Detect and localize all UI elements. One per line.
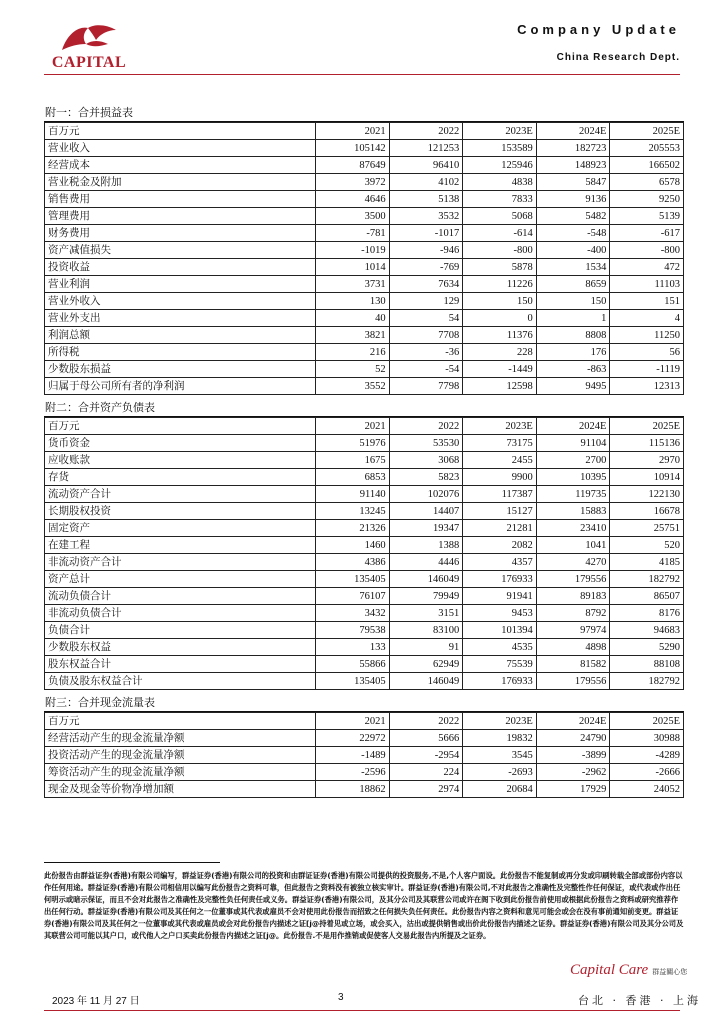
table-cell: 7798 (389, 378, 463, 395)
table-cell: 3500 (316, 208, 390, 225)
page-number: 3 (338, 992, 344, 1003)
table-row (45, 486, 684, 503)
table-cell: 9900 (463, 469, 537, 486)
table-row (45, 378, 684, 395)
table-cell: 1460 (316, 537, 390, 554)
table-cell: 125946 (463, 157, 537, 174)
report-type: Company Update (517, 22, 680, 37)
row-label: 管理费用 (45, 208, 316, 225)
table-cell: 4535 (463, 639, 537, 656)
column-header: 2024E (536, 713, 610, 730)
row-label: 归属于母公司所有者的净利润 (45, 378, 316, 395)
table-row (45, 764, 684, 781)
table-row (45, 520, 684, 537)
column-header: 百万元 (45, 418, 316, 435)
table-cell: 53530 (389, 435, 463, 452)
row-label: 少数股东损益 (45, 361, 316, 378)
table-cell: 1534 (536, 259, 610, 276)
column-header: 百万元 (45, 713, 316, 730)
table-row (45, 622, 684, 639)
table-row (45, 537, 684, 554)
table-cell: 3552 (316, 378, 390, 395)
column-header: 2021 (316, 713, 390, 730)
table-cell: 7708 (389, 327, 463, 344)
section-title: 附一：合并损益表 (44, 106, 684, 122)
table-cell: 176933 (463, 673, 537, 690)
table-cell: 15883 (536, 503, 610, 520)
table-header-row (45, 123, 684, 140)
table-row (45, 639, 684, 656)
table-cell: 5847 (536, 174, 610, 191)
table-cell: -36 (389, 344, 463, 361)
table-cell: 105142 (316, 140, 390, 157)
table-cell: 150 (463, 293, 537, 310)
report-date: 2023 年 11 月 27 日 (52, 996, 140, 1007)
table-row (45, 747, 684, 764)
table-row (45, 605, 684, 622)
table-cell: -2954 (389, 747, 463, 764)
column-header: 2025E (610, 418, 684, 435)
table-cell: 176 (536, 344, 610, 361)
table-cell: 89183 (536, 588, 610, 605)
data-table (44, 712, 684, 798)
table-cell: 102076 (389, 486, 463, 503)
row-label: 存货 (45, 469, 316, 486)
table-row (45, 174, 684, 191)
table-row (45, 327, 684, 344)
table-row (45, 225, 684, 242)
table-cell: 135405 (316, 571, 390, 588)
table-row (45, 656, 684, 673)
table-cell: 121253 (389, 140, 463, 157)
table-cell: 133 (316, 639, 390, 656)
table-cell: -2666 (610, 764, 684, 781)
table-cell: 76107 (316, 588, 390, 605)
table-cell: 8808 (536, 327, 610, 344)
table-row (45, 588, 684, 605)
logo-text: CAPITAL (51, 54, 127, 71)
table-cell: 5666 (389, 730, 463, 747)
table-cell: 150 (536, 293, 610, 310)
column-header: 2021 (316, 418, 390, 435)
table-cell: 520 (610, 537, 684, 554)
table-cell: 2082 (463, 537, 537, 554)
table-cell: 4 (610, 310, 684, 327)
table-cell: -800 (610, 242, 684, 259)
table-cell: 117387 (463, 486, 537, 503)
table-cell: 153589 (463, 140, 537, 157)
table-cell: 4898 (536, 639, 610, 656)
column-header: 2022 (389, 418, 463, 435)
row-label: 资产减值损失 (45, 242, 316, 259)
table-cell: -4289 (610, 747, 684, 764)
table-cell: 86507 (610, 588, 684, 605)
row-label: 少数股东权益 (45, 639, 316, 656)
table-row (45, 361, 684, 378)
table-cell: 4838 (463, 174, 537, 191)
table-cell: 3432 (316, 605, 390, 622)
table-cell: -548 (536, 225, 610, 242)
table-cell: 9453 (463, 605, 537, 622)
row-label: 投资活动产生的现金流量净额 (45, 747, 316, 764)
table-cell: 17929 (536, 781, 610, 798)
table-cell: 1 (536, 310, 610, 327)
table-cell: 11226 (463, 276, 537, 293)
table-cell: 24790 (536, 730, 610, 747)
column-header: 2025E (610, 123, 684, 140)
table-cell: 21326 (316, 520, 390, 537)
table-row (45, 781, 684, 798)
brand-slogan: 群益關心您 (652, 968, 688, 976)
table-cell: 4446 (389, 554, 463, 571)
row-label: 投资收益 (45, 259, 316, 276)
table-cell: 94683 (610, 622, 684, 639)
table-cell: 8659 (536, 276, 610, 293)
column-header: 2022 (389, 713, 463, 730)
row-label: 营业收入 (45, 140, 316, 157)
row-label: 经营活动产生的现金流量净额 (45, 730, 316, 747)
table-cell: 5068 (463, 208, 537, 225)
row-label: 营业外支出 (45, 310, 316, 327)
company-logo (44, 22, 134, 72)
table-cell: -1119 (610, 361, 684, 378)
row-label: 负债合计 (45, 622, 316, 639)
row-label: 经营成本 (45, 157, 316, 174)
table-cell: -863 (536, 361, 610, 378)
row-label: 流动资产合计 (45, 486, 316, 503)
table-cell: 4386 (316, 554, 390, 571)
table-cell: 2700 (536, 452, 610, 469)
table-cell: 3532 (389, 208, 463, 225)
footer-divider (44, 1010, 680, 1011)
table-cell: 10914 (610, 469, 684, 486)
table-row (45, 469, 684, 486)
table-cell: 91104 (536, 435, 610, 452)
table-cell: 7833 (463, 191, 537, 208)
row-label: 长期股权投资 (45, 503, 316, 520)
table-cell: 5139 (610, 208, 684, 225)
table-row (45, 503, 684, 520)
table-cell: -1449 (463, 361, 537, 378)
table-cell: 101394 (463, 622, 537, 639)
table-cell: -1489 (316, 747, 390, 764)
table-cell: 18862 (316, 781, 390, 798)
data-table (44, 122, 684, 395)
row-label: 营业外收入 (45, 293, 316, 310)
table-cell: -2693 (463, 764, 537, 781)
table-cell: 1014 (316, 259, 390, 276)
financial-tables (44, 106, 684, 798)
row-label: 营业税金及附加 (45, 174, 316, 191)
table-cell: 20684 (463, 781, 537, 798)
column-header: 百万元 (45, 123, 316, 140)
table-cell: 179556 (536, 571, 610, 588)
table-cell: 56 (610, 344, 684, 361)
table-cell: 3821 (316, 327, 390, 344)
table-row (45, 259, 684, 276)
table-cell: -617 (610, 225, 684, 242)
row-label: 销售费用 (45, 191, 316, 208)
table-cell: 6853 (316, 469, 390, 486)
row-label: 货币资金 (45, 435, 316, 452)
row-label: 财务费用 (45, 225, 316, 242)
table-cell: 52 (316, 361, 390, 378)
table-cell: 135405 (316, 673, 390, 690)
table-cell: 1388 (389, 537, 463, 554)
table-cell: 130 (316, 293, 390, 310)
row-label: 在建工程 (45, 537, 316, 554)
row-label: 流动负债合计 (45, 588, 316, 605)
bird-logo-icon (54, 22, 124, 54)
table-cell: 19832 (463, 730, 537, 747)
table-cell: 166502 (610, 157, 684, 174)
table-cell: -2962 (536, 764, 610, 781)
table-cell: 81582 (536, 656, 610, 673)
table-cell: 55866 (316, 656, 390, 673)
column-header: 2025E (610, 713, 684, 730)
table-cell: 3068 (389, 452, 463, 469)
row-label: 所得税 (45, 344, 316, 361)
table-cell: 179556 (536, 673, 610, 690)
table-row (45, 435, 684, 452)
table-cell: 13245 (316, 503, 390, 520)
table-cell: 2970 (610, 452, 684, 469)
row-label: 利润总额 (45, 327, 316, 344)
table-cell: 6578 (610, 174, 684, 191)
table-cell: 11376 (463, 327, 537, 344)
row-label: 股东权益合计 (45, 656, 316, 673)
table-cell: 5290 (610, 639, 684, 656)
table-cell: 83100 (389, 622, 463, 639)
data-table (44, 417, 684, 690)
table-cell: 73175 (463, 435, 537, 452)
table-cell: 11250 (610, 327, 684, 344)
table-cell: 23410 (536, 520, 610, 537)
table-row (45, 140, 684, 157)
row-label: 现金及现金等价物净增加额 (45, 781, 316, 798)
table-cell: -1017 (389, 225, 463, 242)
table-cell: 16678 (610, 503, 684, 520)
table-cell: 4185 (610, 554, 684, 571)
table-cell: -769 (389, 259, 463, 276)
table-cell: 12313 (610, 378, 684, 395)
table-cell: 3545 (463, 747, 537, 764)
disclaimer-text: 此份报告由群益证券(香港)有限公司编写，群益证券(香港)有限公司的投资和由群证证券(香港)有限公司提供的投资服务,不是,个人客户面设。此份报告不能复制或再分发或印刷转载全部或部份内容以作任何用途。群益证券(香港)有限公司相信用以编写此份报告之资料可靠，但此报告之资料没有被独立核实审计。群益证券(香港)有限公司,不对此报告之准确性及完整性作任何保证，或代表或作出任何明示或暗示保证，而且不会对此报告之准确性及完整性负任何责任或义务。群益证券(香港)有限公司，及其分公司及其联营公司或许在阁下收到此份报告前使用或根据此份报告之资料或研究推荐作出任何行动。群益证券(香港)有限公司及其任何之一位董事或其代表或雇员不会对使用此份报告而招致之任何损失负任何责任。此份报告内容之资料和意见可能会或会在没有事前通知前变更。群益证券(香港)有限公司及其任何之一位董事或其代表或雇员或会对此份报告内描述之证[j@持着见或立场，或会买入，沽出或提供销售或出价此份报告内描述之证券。群益证券(香港)有限公司及其分公司及其联营公司可能以其户口，或代他人之户口买卖此份报告内描述之证[j@。此份报告.不是用作推销或促使客人交易此报告内所提及之证券。 (44, 871, 684, 940)
table-cell: -2596 (316, 764, 390, 781)
table-cell: 30988 (610, 730, 684, 747)
table-header-row (45, 418, 684, 435)
table-cell: 119735 (536, 486, 610, 503)
table-row (45, 191, 684, 208)
table-cell: -800 (463, 242, 537, 259)
table-cell: 15127 (463, 503, 537, 520)
table-header-row (45, 713, 684, 730)
table-cell: 1675 (316, 452, 390, 469)
row-label: 非流动负债合计 (45, 605, 316, 622)
table-row (45, 730, 684, 747)
table-cell: 176933 (463, 571, 537, 588)
column-header: 2023E (463, 418, 537, 435)
table-cell: 3151 (389, 605, 463, 622)
row-label: 负债及股东权益合计 (45, 673, 316, 690)
table-row (45, 293, 684, 310)
table-cell: 216 (316, 344, 390, 361)
table-row (45, 276, 684, 293)
section-title: 附三：合并现金流量表 (44, 696, 684, 712)
table-cell: -400 (536, 242, 610, 259)
table-cell: 91 (389, 639, 463, 656)
table-row (45, 344, 684, 361)
table-row (45, 208, 684, 225)
table-cell: 3972 (316, 174, 390, 191)
table-cell: 11103 (610, 276, 684, 293)
table-cell: 4357 (463, 554, 537, 571)
table-cell: 75539 (463, 656, 537, 673)
row-label: 筹资活动产生的现金流量净额 (45, 764, 316, 781)
table-cell: 8176 (610, 605, 684, 622)
table-row (45, 242, 684, 259)
table-cell: 5138 (389, 191, 463, 208)
table-cell: 8792 (536, 605, 610, 622)
column-header: 2021 (316, 123, 390, 140)
column-header: 2022 (389, 123, 463, 140)
table-cell: 7634 (389, 276, 463, 293)
table-cell: 3731 (316, 276, 390, 293)
table-cell: 79538 (316, 622, 390, 639)
table-cell: -946 (389, 242, 463, 259)
table-row (45, 452, 684, 469)
table-cell: 88108 (610, 656, 684, 673)
table-cell: 79949 (389, 588, 463, 605)
table-cell: 148923 (536, 157, 610, 174)
table-cell: 182723 (536, 140, 610, 157)
table-cell: 96410 (389, 157, 463, 174)
table-cell: 87649 (316, 157, 390, 174)
row-label: 应收账款 (45, 452, 316, 469)
column-header: 2024E (536, 418, 610, 435)
table-cell: 62949 (389, 656, 463, 673)
table-cell: 9250 (610, 191, 684, 208)
footnote-divider (44, 862, 220, 863)
table-cell: 22972 (316, 730, 390, 747)
column-header: 2023E (463, 123, 537, 140)
table-cell: 146049 (389, 673, 463, 690)
table-row (45, 157, 684, 174)
table-cell: 224 (389, 764, 463, 781)
table-cell: -3899 (536, 747, 610, 764)
table-cell: 5482 (536, 208, 610, 225)
table-cell: 4270 (536, 554, 610, 571)
table-cell: 151 (610, 293, 684, 310)
row-label: 资产总计 (45, 571, 316, 588)
table-cell: 91941 (463, 588, 537, 605)
table-cell: 228 (463, 344, 537, 361)
table-cell: -54 (389, 361, 463, 378)
table-cell: 182792 (610, 571, 684, 588)
table-cell: -1019 (316, 242, 390, 259)
table-cell: 5878 (463, 259, 537, 276)
table-cell: 0 (463, 310, 537, 327)
table-cell: 19347 (389, 520, 463, 537)
column-header: 2023E (463, 713, 537, 730)
table-cell: 129 (389, 293, 463, 310)
row-label: 营业利润 (45, 276, 316, 293)
table-cell: 472 (610, 259, 684, 276)
table-cell: 5823 (389, 469, 463, 486)
table-cell: 2974 (389, 781, 463, 798)
table-cell: 10395 (536, 469, 610, 486)
table-cell: 4102 (389, 174, 463, 191)
table-cell: 40 (316, 310, 390, 327)
table-row (45, 571, 684, 588)
table-cell: 12598 (463, 378, 537, 395)
table-cell: 122130 (610, 486, 684, 503)
table-cell: 1041 (536, 537, 610, 554)
table-cell: -614 (463, 225, 537, 242)
capital-care-logo (570, 962, 687, 979)
table-cell: 9136 (536, 191, 610, 208)
table-cell: -781 (316, 225, 390, 242)
table-cell: 9495 (536, 378, 610, 395)
table-cell: 51976 (316, 435, 390, 452)
row-label: 固定资产 (45, 520, 316, 537)
table-cell: 97974 (536, 622, 610, 639)
table-cell: 205553 (610, 140, 684, 157)
office-cities: 台北 · 香港 · 上海 (578, 994, 701, 1007)
table-cell: 24052 (610, 781, 684, 798)
table-row (45, 310, 684, 327)
table-cell: 115136 (610, 435, 684, 452)
table-cell: 2455 (463, 452, 537, 469)
brand-name: Capital Care (570, 962, 649, 978)
table-cell: 91140 (316, 486, 390, 503)
table-cell: 14407 (389, 503, 463, 520)
table-row (45, 554, 684, 571)
table-cell: 4646 (316, 191, 390, 208)
table-cell: 54 (389, 310, 463, 327)
table-row (45, 673, 684, 690)
column-header: 2024E (536, 123, 610, 140)
header-divider (44, 74, 680, 75)
table-cell: 21281 (463, 520, 537, 537)
row-label: 非流动资产合计 (45, 554, 316, 571)
table-cell: 25751 (610, 520, 684, 537)
section-title: 附二：合并资产负债表 (44, 401, 684, 417)
department: China Research Dept. (556, 52, 680, 63)
table-cell: 146049 (389, 571, 463, 588)
table-cell: 182792 (610, 673, 684, 690)
